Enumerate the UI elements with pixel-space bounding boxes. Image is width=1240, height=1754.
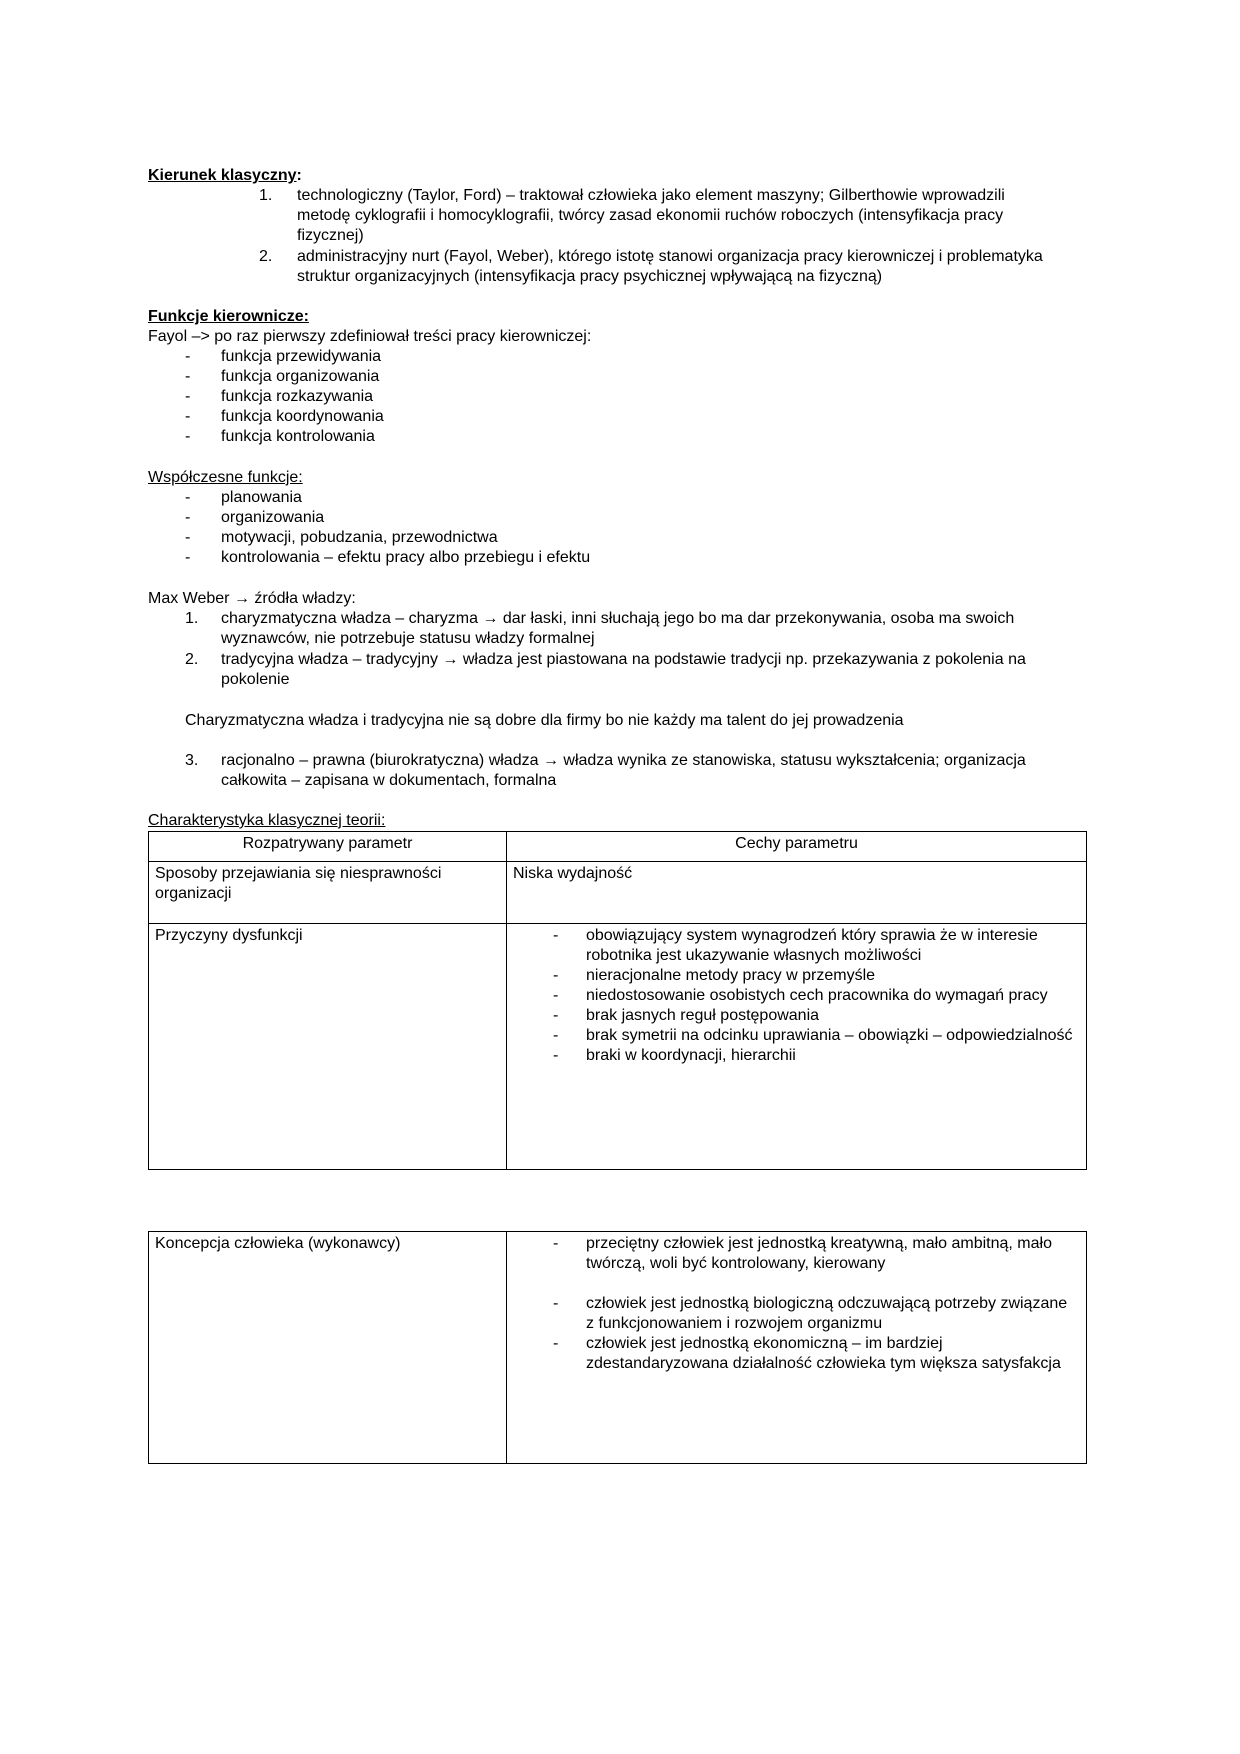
table-row xyxy=(149,862,1087,924)
weber-intro: Max Weber → źródła władzy: xyxy=(148,590,356,607)
table-row xyxy=(149,1232,1087,1464)
table-cell-features-list xyxy=(507,924,1087,1170)
column-header-features: Cechy parametru xyxy=(507,832,1087,862)
table-cell-features-list xyxy=(507,1232,1087,1464)
weber-item-1: charyzmatyczna władza – charyzma → dar łaski, inni słuchają jego bo ma dar przekonywania, osoba ma swoich wyznawców, nie potrzebuje statusu władzy formalnej xyxy=(221,610,1015,647)
table-heading: Charakterystyka klasycznej teorii: xyxy=(148,812,386,829)
functions-item: funkcja koordynowania xyxy=(221,408,384,425)
classic-item-2-number: 2. xyxy=(259,248,273,265)
dash-marker: - xyxy=(185,489,191,506)
dysfunction-causes-list xyxy=(513,926,1076,1066)
list-item: - człowiek jest jednostką ekonomiczną – im bardziej zdestandaryzowana działalność człowieka tym większa satysfakcja xyxy=(513,1334,1076,1374)
table-cell-parameter: Przyczyny dysfunkcji xyxy=(149,924,507,1170)
list-item: - przeciętny człowiek jest jednostką kreatywną, mało ambitną, mało twórczą, woli być kontrolowany, kierowany xyxy=(513,1234,1076,1274)
table-cell-parameter: Sposoby przejawiania się niesprawności organizacji xyxy=(149,862,507,924)
dash-marker: - xyxy=(185,368,191,385)
functions-item: funkcja organizowania xyxy=(221,368,380,385)
modern-item: motywacji, pobudzania, przewodnictwa xyxy=(221,529,498,546)
dash-marker: - xyxy=(185,348,191,365)
weber-item-3-number: 3. xyxy=(185,752,199,769)
functions-item: funkcja rozkazywania xyxy=(221,388,374,405)
table-header-row xyxy=(149,832,1087,862)
list-item: - braki w koordynacji, hierarchii xyxy=(513,1046,1076,1066)
dash-marker: - xyxy=(185,549,191,566)
table-cell-parameter: Koncepcja człowieka (wykonawcy) xyxy=(149,1232,507,1464)
modern-item: kontrolowania – efektu pracy albo przebiegu i efektu xyxy=(221,549,591,566)
dash-marker: - xyxy=(185,509,191,526)
classic-heading: Kierunek klasyczny: xyxy=(148,167,302,184)
characteristics-table xyxy=(148,831,1087,1170)
table-cell-feature: Niska wydajność xyxy=(507,862,1087,924)
dash-marker: - xyxy=(185,428,191,445)
dash-marker: - xyxy=(185,408,191,425)
weber-note: Charyzmatyczna władza i tradycyjna nie są dobre dla firmy bo nie każdy ma talent do jej prowadzenia xyxy=(185,712,904,729)
functions-heading: Funkcje kierownicze: xyxy=(148,308,309,325)
modern-item: organizowania xyxy=(221,509,325,526)
column-header-parameter: Rozpatrywany parametr xyxy=(149,832,507,862)
list-item: - człowiek jest jednostką biologiczną odczuwającą potrzeby związane z funkcjonowaniem i rozwojem organizmu xyxy=(513,1294,1076,1334)
functions-intro: Fayol –> po raz pierwszy zdefiniował treści pracy kierowniczej: xyxy=(148,328,592,345)
weber-item-2: tradycyjna władza – tradycyjny → władza jest piastowana na podstawie tradycji np. przekazywania z pokolenia na pokolenie xyxy=(221,651,1026,688)
classic-item-1-number: 1. xyxy=(259,187,273,204)
list-item: - nieracjonalne metody pracy w przemyśle xyxy=(513,966,1076,986)
list-item: - brak symetrii na odcinku uprawiania – obowiązki – odpowiedzialność xyxy=(513,1026,1076,1046)
list-item: - brak jasnych reguł postępowania xyxy=(513,1006,1076,1026)
functions-item: funkcja kontrolowania xyxy=(221,428,375,445)
weber-item-1-number: 1. xyxy=(185,610,199,627)
dash-marker: - xyxy=(185,388,191,405)
table-row xyxy=(149,924,1087,1170)
dash-marker: - xyxy=(185,529,191,546)
classic-item-1: technologiczny (Taylor, Ford) – traktował człowieka jako element maszyny; Gilberthowie wprowadzili metodę cyklografii i homocyklografii, twórcy zasad ekonomii ruchów roboczych (intensyfikacja pracy fizycznej) xyxy=(297,187,1005,244)
weber-item-3: racjonalno – prawna (biurokratyczna) władza → władza wynika ze stanowiska, statusu wykształcenia; organizacja całkowita – zapisana w dokumentach, formalna xyxy=(221,752,1026,789)
human-concept-table xyxy=(148,1231,1087,1464)
human-concept-list xyxy=(513,1234,1076,1374)
modern-item: planowania xyxy=(221,489,302,506)
list-item: - obowiązujący system wynagrodzeń który sprawia że w interesie robotnika jest ukazywanie własnych możliwości xyxy=(513,926,1076,966)
list-item: - niedostosowanie osobistych cech pracownika do wymagań pracy xyxy=(513,986,1076,1006)
classic-item-2: administracyjny nurt (Fayol, Weber), którego istotę stanowi organizacja pracy kierowniczej i problematyka struktur organizacyjnych (intensyfikacja pracy psychicznej wpływającą na fizyczną) xyxy=(297,248,1043,285)
weber-item-2-number: 2. xyxy=(185,651,199,668)
modern-heading: Współczesne funkcje: xyxy=(148,469,303,486)
functions-item: funkcja przewidywania xyxy=(221,348,382,365)
